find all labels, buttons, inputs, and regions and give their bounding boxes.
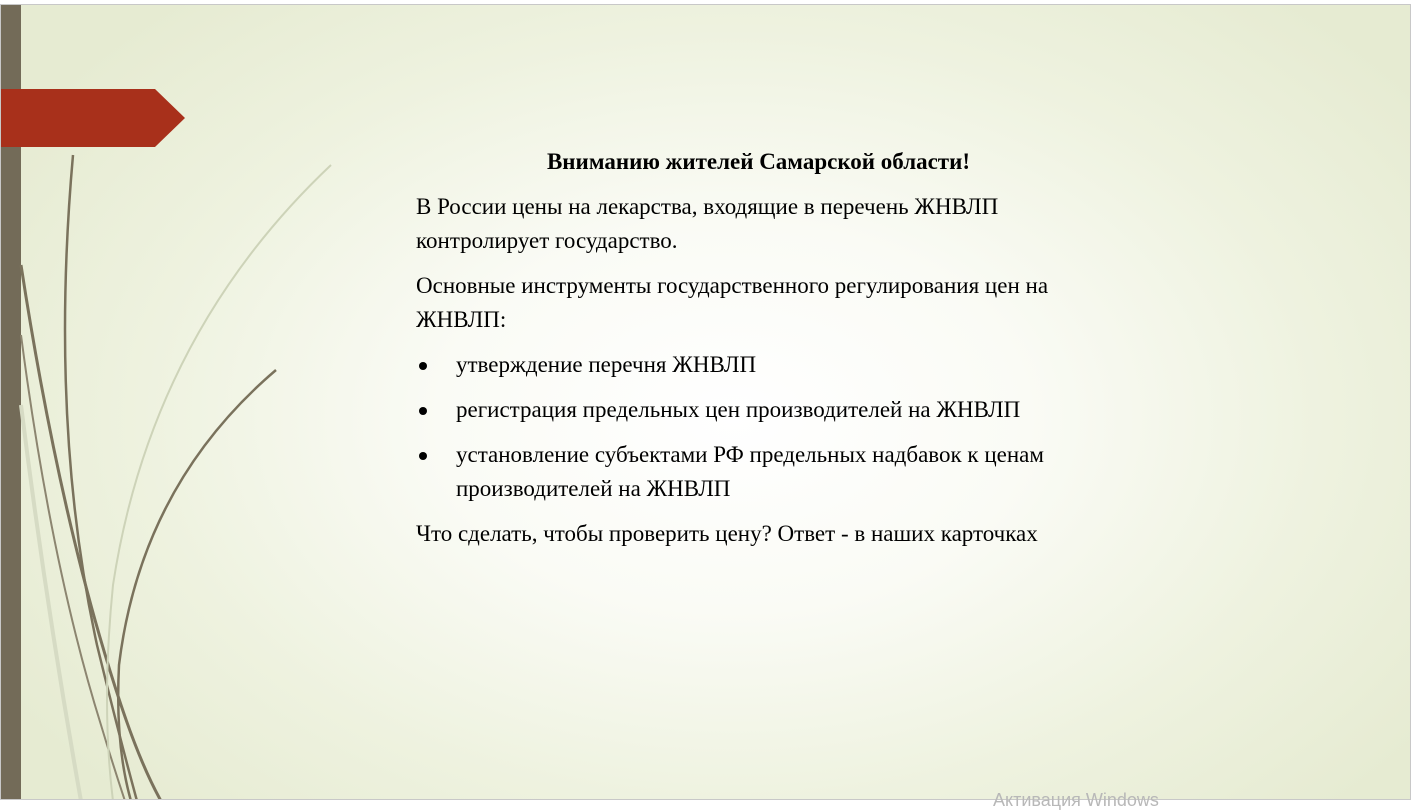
list-item-text: установление субъектами РФ предельных надбавок к ценам производителей на ЖНВЛП — [456, 442, 1044, 501]
list-item — [416, 438, 1116, 506]
bullet-icon — [419, 452, 427, 460]
instruments-paragraph: Основные инструменты государственного регулирования цен на ЖНВЛП: — [416, 273, 1049, 332]
list-item — [416, 393, 1116, 427]
closing-paragraph: Что сделать, чтобы проверить цену? Ответ - в наших карточках — [416, 521, 1038, 546]
list-item-text: регистрация предельных цен производителей на ЖНВЛП — [456, 397, 1021, 422]
list-item — [416, 348, 1116, 382]
list-item-text: утверждение перечня ЖНВЛП — [456, 352, 757, 377]
instruments-list — [416, 348, 1116, 506]
slide-content — [416, 145, 1116, 562]
bullet-icon — [419, 362, 427, 370]
slide-title: Вниманию жителей Самарской области! — [546, 149, 971, 174]
slide — [0, 4, 1411, 800]
windows-activation-watermark: Активация Windows — [993, 790, 1159, 810]
arrow-banner — [1, 89, 185, 147]
bullet-icon — [419, 407, 427, 415]
intro-paragraph: В России цены на лекарства, входящие в перечень ЖНВЛП контролирует государство. — [416, 194, 999, 253]
